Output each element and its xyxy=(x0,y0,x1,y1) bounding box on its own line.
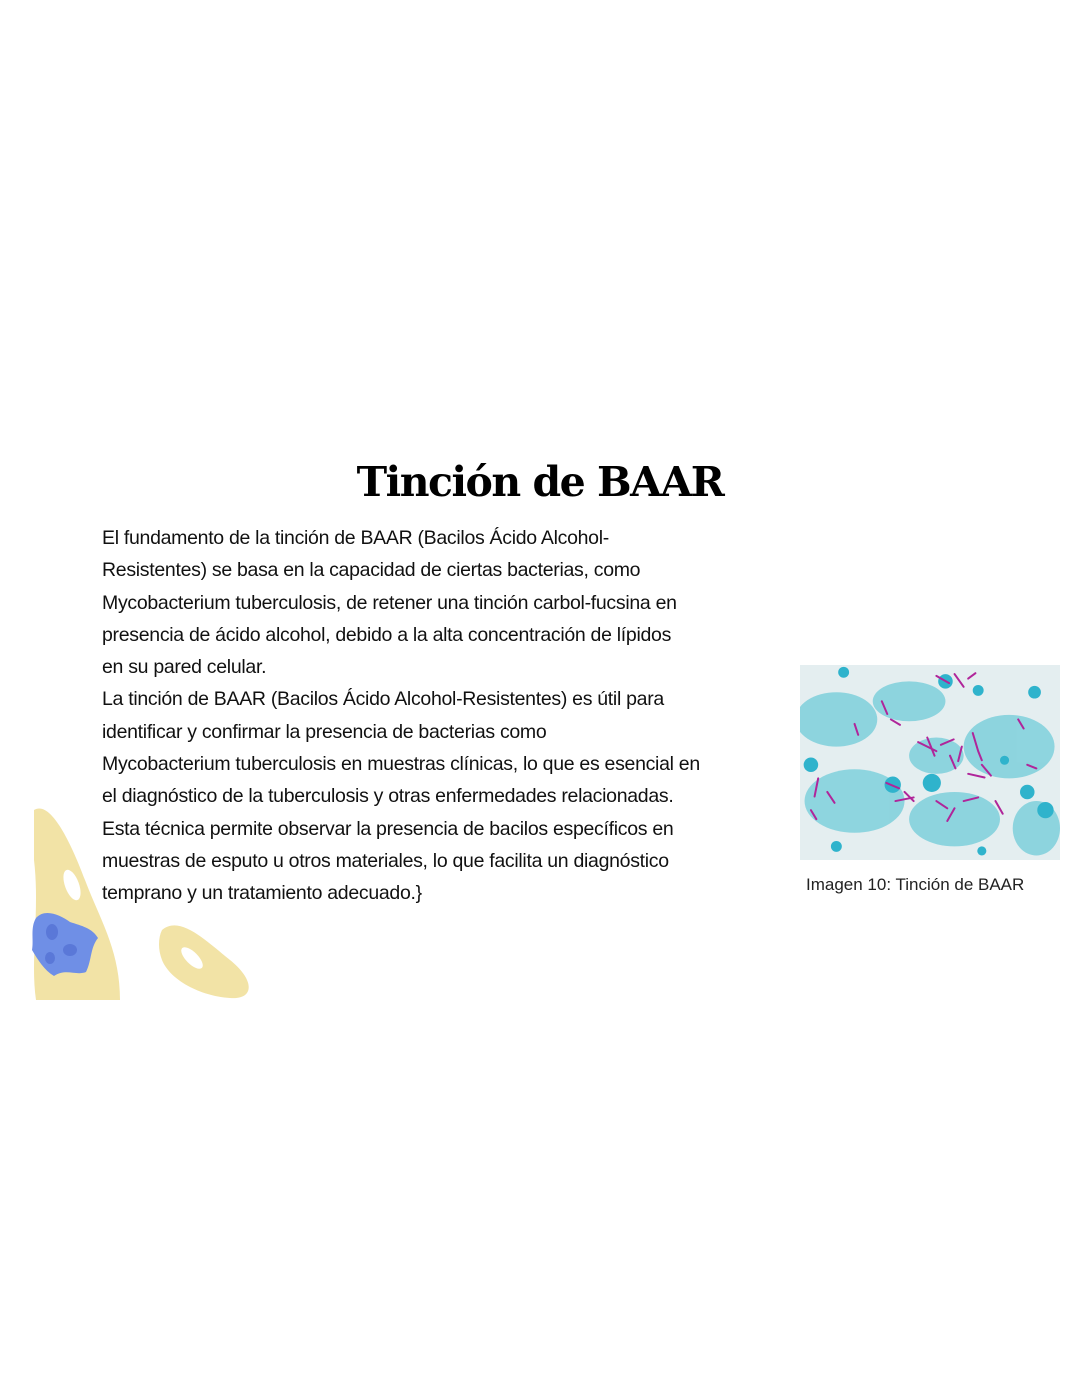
body-paragraph xyxy=(102,522,792,910)
paragraph-line: La tinción de BAAR (Bacilos Ácido Alcohol-Resistentes) es útil para xyxy=(102,688,664,711)
page-title: Tinción de BAAR xyxy=(356,458,724,506)
blue-cell-spot xyxy=(63,944,77,956)
paragraph-line: El fundamento de la tinción de BAAR (Bacilos Ácido Alcohol- xyxy=(102,527,609,549)
image-caption: Imagen 10: Tinción de BAAR xyxy=(806,875,1025,894)
baar-stain-micrograph xyxy=(800,665,1060,860)
paragraph-line: el diagnóstico de la tuberculosis y otras enfermedades relacionadas. xyxy=(102,785,674,808)
blue-cell-spot xyxy=(46,924,58,940)
paragraph-line: presencia de ácido alcohol, debido a la alta concentración de lípidos xyxy=(102,623,672,646)
paragraph-line: identificar y confirmar la presencia de bacterias como xyxy=(102,720,547,743)
blue-cell-spot xyxy=(45,952,55,964)
paragraph-line: temprano y un tratamiento adecuado.} xyxy=(102,882,422,905)
paragraph-line: Esta técnica permite observar la presencia de bacilos específicos en xyxy=(102,817,674,840)
paragraph-line: muestras de esputo u otros materiales, lo que facilita un diagnóstico xyxy=(102,849,669,872)
paragraph-line: Mycobacterium tuberculosis, de retener una tinción carbol-fucsina en xyxy=(102,591,677,614)
paragraph-line: Mycobacterium tuberculosis en muestras clínicas, lo que es esencial en xyxy=(102,753,700,776)
paragraph-line: Resistentes) se basa en la capacidad de ciertas bacterias, como xyxy=(102,559,641,582)
paragraph-line: en su pared celular. xyxy=(102,656,267,679)
yellow-bean-shape xyxy=(159,925,249,998)
